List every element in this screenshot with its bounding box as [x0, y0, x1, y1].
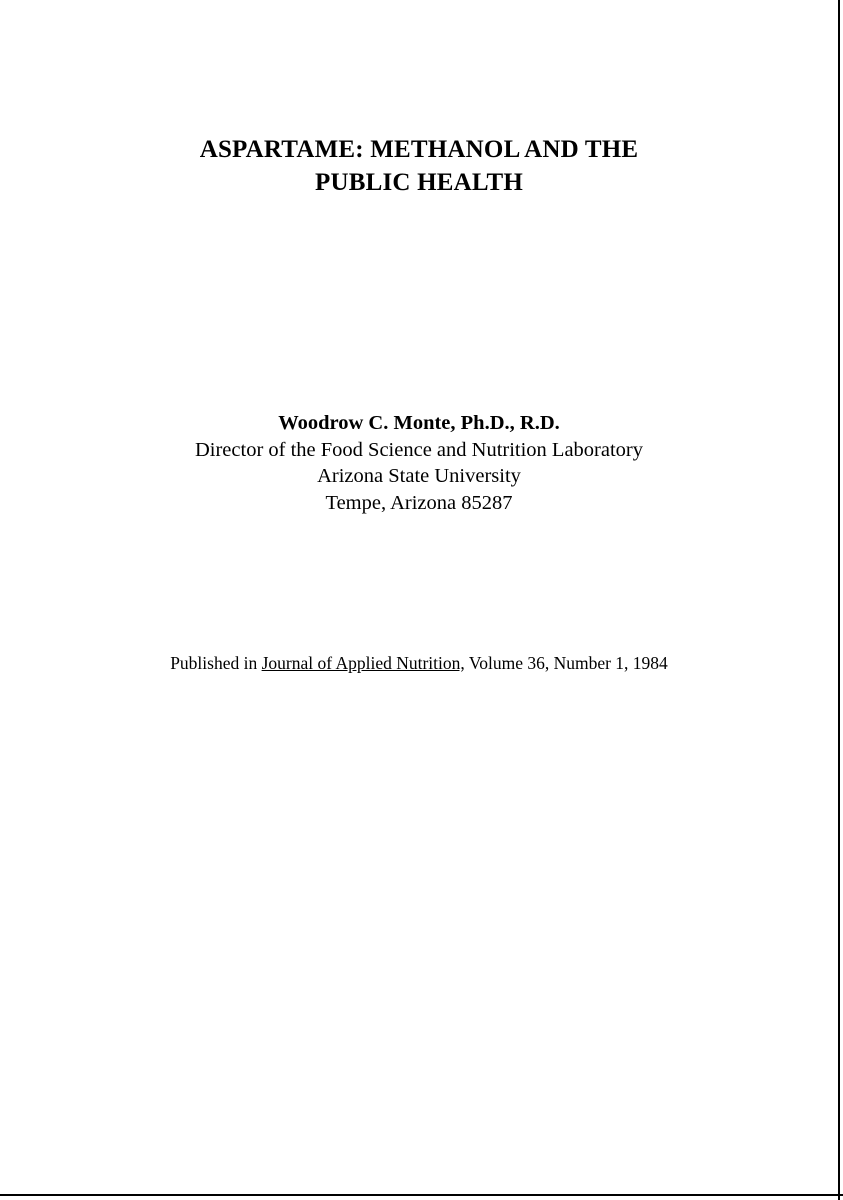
document-title [0, 133, 838, 199]
author-position: Director of the Food Science and Nutrition Laboratory [194, 438, 644, 461]
publication-details: Volume 36, Number 1, 1984 [464, 653, 668, 673]
author-institution: Arizona State University [317, 465, 521, 487]
publication-note [0, 652, 838, 674]
journal-name: Journal of Applied Nutrition, [261, 653, 465, 673]
author-location: Tempe, Arizona 85287 [325, 491, 513, 514]
author-block [0, 410, 838, 516]
publication-prefix: Published in [170, 653, 262, 673]
title-line-1: ASPARTAME: METHANOL AND THE [199, 136, 639, 163]
author-name: Woodrow C. Monte, Ph.D., R.D. [278, 412, 560, 434]
page-border-bottom [0, 1194, 843, 1196]
page-border-right [838, 0, 840, 1200]
title-line-2: PUBLIC HEALTH [315, 169, 523, 196]
